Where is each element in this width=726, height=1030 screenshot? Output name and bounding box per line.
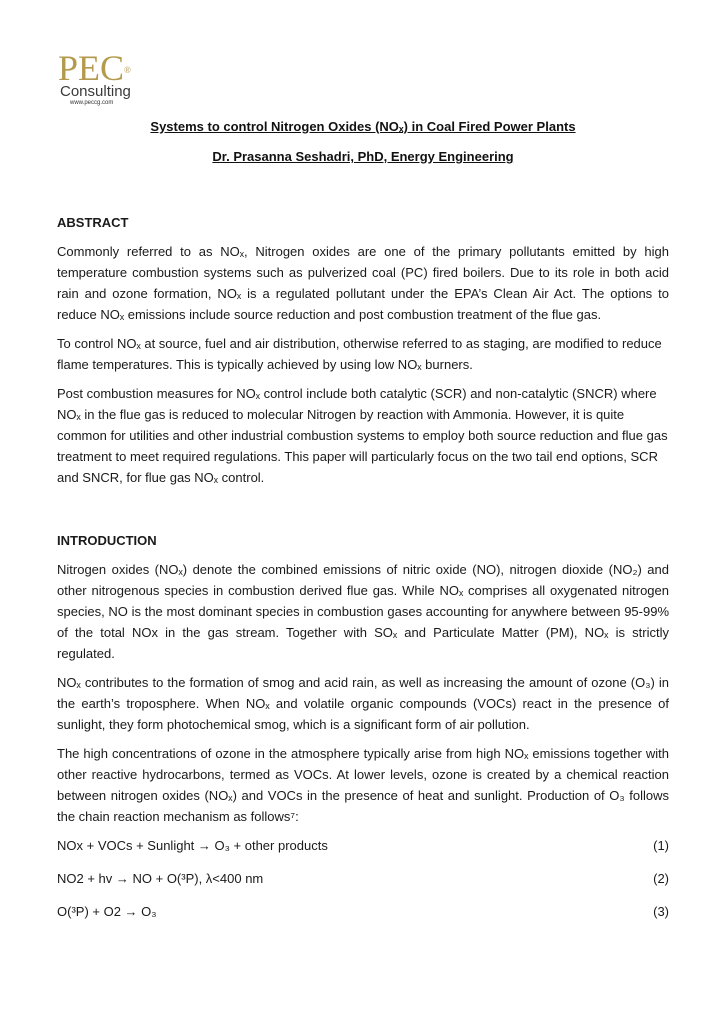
introduction-heading: INTRODUCTION <box>57 533 157 548</box>
section-gap <box>57 496 669 530</box>
equation-row <box>57 835 669 856</box>
abstract-paragraph: To control NOₓ at source, fuel and air distribution, otherwise referred to as staging, are modified to reduce flame temperatures. This is typically achieved by using low NOₓ burners. <box>57 336 662 372</box>
document-body <box>57 212 669 934</box>
equation-row <box>57 868 669 889</box>
equation-text: O(³P) + O2 → O₃ <box>57 904 157 919</box>
document-title: Systems to control Nitrogen Oxides (NOₓ) in Coal Fired Power Plants <box>150 119 576 134</box>
pec-consulting-logo <box>58 50 158 106</box>
introduction-paragraph: Nitrogen oxides (NOₓ) denote the combined emissions of nitric oxide (NO), nitrogen dioxide (NO₂) and other nitrogenous species in combustion derived flue gas. While NOₓ comprises all oxygenated nitrogen species, NO is the most dominant species in combustion gases accounting for anywhere between 95-99% of the total NOx in the gas stream. Together with SOₓ and Particulate Matter (PM), NOₓ is strictly regulated. <box>57 562 669 661</box>
equation-text: NO2 + hv → NO + O(³P), λ<400 nm <box>57 871 264 886</box>
registered-mark: ® <box>124 65 131 75</box>
abstract-heading: ABSTRACT <box>57 215 129 230</box>
equation-number: (1) <box>653 838 669 853</box>
introduction-paragraph: The high concentrations of ozone in the atmosphere typically arise from high NOₓ emissions together with other reactive hydrocarbons, termed as VOCs. At lower levels, ozone is created by a chemical reaction between nitrogen oxides (NOₓ) and VOCs in the presence of heat and sunlight. Production of O₃ follows the chain reaction mechanism as follows⁷: <box>57 746 669 824</box>
equation-text: NOx + VOCs + Sunlight → O₃ + other products <box>57 838 328 853</box>
document-author: Dr. Prasanna Seshadri, PhD, Energy Engineering <box>212 149 514 164</box>
logo-subtitle: Consulting <box>60 83 131 100</box>
logo-brand: PEC® <box>58 48 131 88</box>
equation-row <box>57 901 669 922</box>
abstract-paragraph: Commonly referred to as NOₓ, Nitrogen oxides are one of the primary pollutants emitted by high temperature combustion systems such as pulverized coal (PC) fired boilers. Due to its role in both acid rain and ozone formation, NOₓ is a regulated pollutant under the EPA’s Clean Air Act. The options to reduce NOₓ emissions include source reduction and post combustion treatment of the flue gas. <box>57 244 669 322</box>
abstract-paragraph: Post combustion measures for NOₓ control include both catalytic (SCR) and non-catalytic (SNCR) where NOₓ in the flue gas is reduced to molecular Nitrogen by reaction with Ammonia. However, it is quite common for utilities and other industrial combustion systems to employ both source reduction and flue gas treatment to meet required regulations. This paper will particularly focus on the two tail end options, SCR and SNCR, for flue gas NOₓ control. <box>57 386 668 485</box>
logo-url: www.peccg.com <box>70 100 114 106</box>
equation-number: (2) <box>653 871 669 886</box>
equation-number: (3) <box>653 904 669 919</box>
introduction-paragraph: NOₓ contributes to the formation of smog and acid rain, as well as increasing the amount of ozone (O₃) in the earth’s troposphere. When NOₓ and volatile organic compounds (VOCs) react in the presence of sunlight, they form photochemical smog, which is a significant form of air pollution. <box>57 675 669 732</box>
